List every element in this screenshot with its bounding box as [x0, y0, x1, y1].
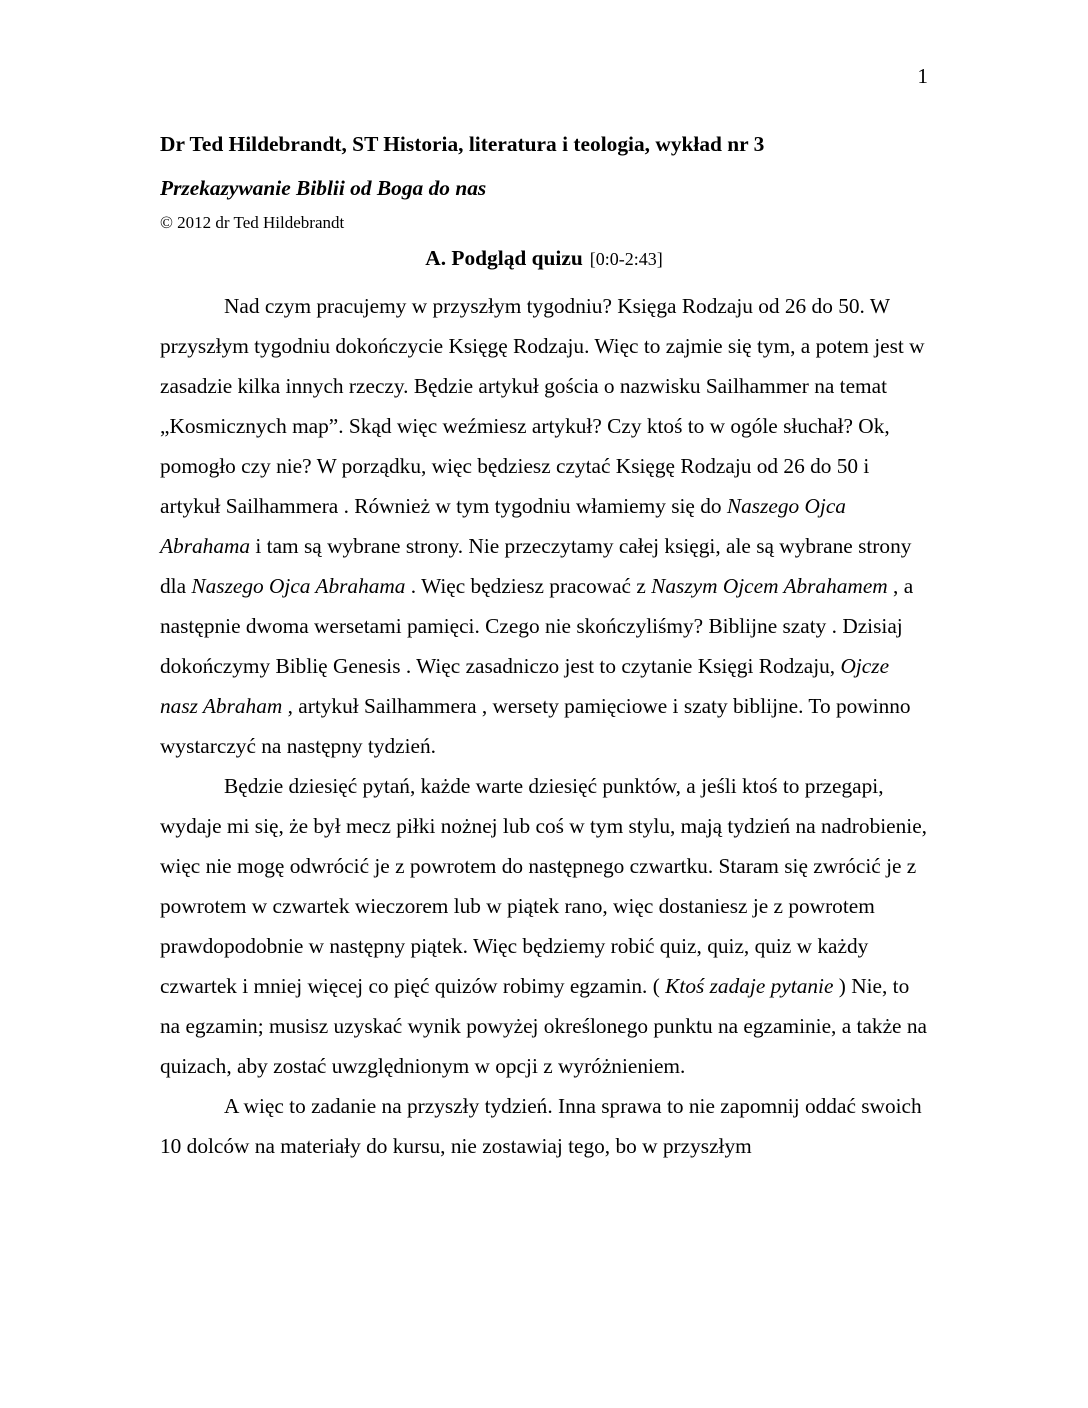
text-segment-italic-aside: Ktoś zadaje pytanie	[665, 974, 834, 998]
text-segment: Będzie dziesięć pytań, każde warte dziesięć punktów, a jeśli ktoś to przegapi, wydaje mi się, że był mecz piłki nożnej lub coś w tym stylu, mają tydzień na nadrobienie, więc nie mogę odwrócić je z powrotem do następnego czwartku. Staram się zwrócić je z powrotem w czwartek wieczorem lub w piątek rano, więc dostaniesz je z powrotem prawdopodobnie w następny piątek. Więc będziemy robić quiz, quiz, quiz w każdy czwartek i mniej więcej co pięć quizów robimy egzamin. (	[160, 774, 928, 998]
page-number: 1	[917, 64, 928, 88]
copyright-line: © 2012 dr Ted Hildebrandt	[160, 213, 345, 232]
text-segment: . Więc będziesz pracować z	[405, 574, 652, 598]
text-segment: A więc to zadanie na przyszły tydzień. Inna sprawa to nie zapomnij oddać swoich 10 dolców na materiały do kursu, nie zostawiaj tego, bo w przyszłym	[160, 1094, 922, 1158]
text-segment: Nad czym pracujemy w przyszłym tygodniu? Księga Rodzaju od 26 do 50. W przyszłym tygodniu dokończycie Księgę Rodzaju. Więc to zajmie się tym, a potem jest w zasadzie kilka innych rzeczy. Będzie artykuł gościa o nazwisku Sailhammer na temat „Kosmicznych map”. Skąd więc weźmiesz artykuł? Czy ktoś to w ogóle słuchał? Ok, pomogło czy nie? W porządku, więc będziesz czytać Księgę Rodzaju od 26 do 50 i artykuł Sailhammera . Również w tym tygodniu włamiemy się do	[160, 294, 925, 518]
text-segment: ) Nie, to na egzamin; musisz uzyskać wynik powyżej określonego punktu na egzaminie, a także na quizach, aby zostać uwzględnionym w opcji z wyróżnieniem.	[160, 974, 927, 1078]
paragraph-course-materials	[160, 1086, 928, 1166]
paragraph-quiz-rules	[160, 766, 928, 1086]
paragraph-quiz-preview	[160, 286, 928, 766]
text-segment: i tam są wybrane strony. Nie przeczytamy całej księgi, ale są wybrane strony dla	[160, 534, 912, 598]
section-timestamp: [0:0-2:43]	[589, 249, 663, 269]
text-segment-italic-book-title: Naszego Ojca Abrahama	[191, 574, 406, 598]
doc-subtitle: Przekazywanie Biblii od Boga do nas	[160, 176, 487, 200]
section-title: A. Podgląd quizu	[425, 246, 583, 270]
doc-title: Dr Ted Hildebrandt, ST Historia, literatura i teologia, wykład nr 3	[160, 132, 765, 156]
text-segment-italic-book-title: Naszego Ojca Abrahama	[160, 494, 846, 558]
text-segment: , artykuł Sailhammera , wersety pamięciowe i szaty biblijne. To powinno wystarczyć na następny tydzień.	[160, 694, 911, 758]
document-body	[160, 286, 928, 1166]
section-heading	[160, 243, 928, 276]
text-segment-italic-book-title: Ojcze nasz Abraham	[160, 654, 890, 718]
text-segment-italic-book-title: Naszym Ojcem Abrahamem	[651, 574, 888, 598]
text-segment: , a następnie dwoma wersetami pamięci. Czego nie skończyliśmy? Biblijne szaty . Dzisiaj dokończymy Biblię Genesis . Więc zasadniczo jest to czytanie Księgi Rodzaju,	[160, 574, 914, 678]
